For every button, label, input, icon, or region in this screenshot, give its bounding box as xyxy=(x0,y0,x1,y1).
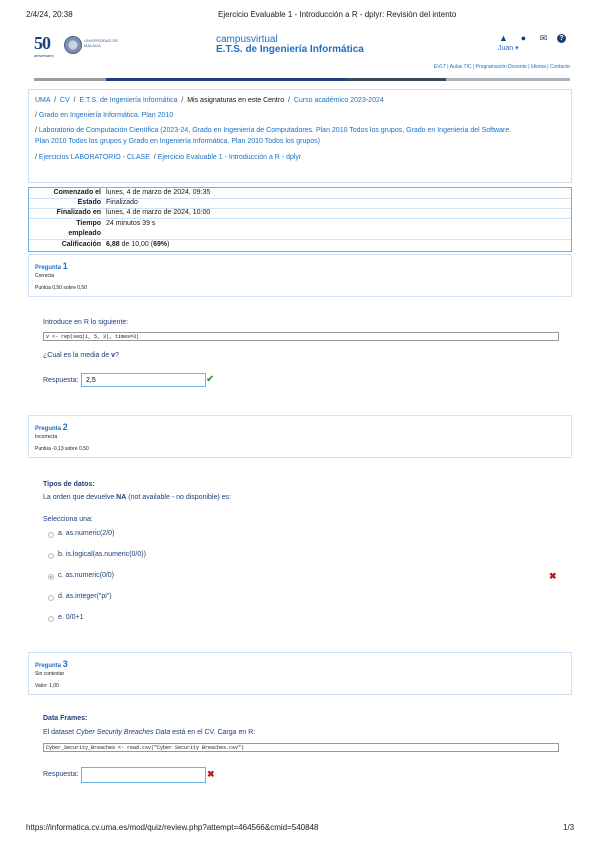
option-d[interactable]: d. as.integer("pi") xyxy=(58,593,112,600)
breadcrumb: UMA / CV / E.T.S. de Ingeniería Informática / Mis asignaturas en este Centro / Curso académico 2023-2024 / Grado en Ingeniería Informática. Plan 2010 / Laboratorio de Computación Científica (2023-24, Grado en Ingeniería de Computadores. Plan 2010 Todos los grupos, Grado en Ingeniería del Software. Plan 2010 Todos los grupos y Grado en Ingeniería Informática. Plan 2010 Todos los grupos) / Ejercicios LABORATORIO - CLASE / Ejercicio Evaluable 1 - Introducción a R - dplyr xyxy=(28,89,572,183)
q1-answer-label: Respuesta: xyxy=(43,377,79,384)
incorrect-cross-icon: ✖ xyxy=(549,571,557,581)
school-title[interactable]: E.T.S. de Ingeniería Informática xyxy=(216,44,364,55)
link-programacion-docente[interactable]: Programación Docente xyxy=(475,64,527,70)
question-status: Sin contestar xyxy=(35,671,65,677)
q2-text: La orden que devuelve NA (not available - no disponible) es: xyxy=(43,494,231,501)
bell-icon[interactable]: ▲ xyxy=(499,33,508,43)
chat-icon[interactable]: ● xyxy=(520,33,527,43)
breadcrumb-current: Mis asignaturas en este Centro xyxy=(187,97,285,104)
question-status: Incorrecta xyxy=(35,434,58,440)
anniversary-logo[interactable]: 50 xyxy=(34,33,50,53)
question-points: Puntúa 0,50 sobre 0,50 xyxy=(35,285,87,291)
finished-value: lunes, 4 de marzo de 2024, 10:00 xyxy=(106,209,211,216)
university-seal-icon xyxy=(64,36,82,54)
color-bar xyxy=(106,78,216,81)
breadcrumb-ets[interactable]: E.T.S. de Ingeniería Informática xyxy=(79,97,178,104)
user-name: Juan xyxy=(498,45,514,52)
question-points: Puntúa -0,13 sobre 0,50 xyxy=(35,446,89,452)
color-bar xyxy=(34,78,106,81)
print-datetime: 2/4/24, 20:38 xyxy=(26,10,73,19)
time-label: Tiempo empleado xyxy=(68,220,101,237)
q2-select-label: Selecciona una: xyxy=(43,516,93,523)
correct-check-icon: ✔ xyxy=(206,374,215,385)
started-label: Comenzado el xyxy=(53,189,101,196)
question-info-3 xyxy=(28,652,572,695)
finished-label: Finalizado en xyxy=(56,209,101,216)
option-radio-e[interactable] xyxy=(48,616,54,622)
option-c[interactable]: c. as.numeric(0/0) xyxy=(58,572,115,579)
breadcrumb-lab-cont[interactable]: Plan 2010 Todos los grupos y Grado en Ingeniería Informática. Plan 2010 Todos los grupos) xyxy=(35,138,320,145)
q3-answer-input[interactable] xyxy=(81,767,206,783)
question-status: Correcta xyxy=(35,273,55,279)
attempt-summary-table xyxy=(28,187,572,252)
incorrect-cross-icon: ✖ xyxy=(207,769,215,779)
top-links: EVLT | Aulas TIC | Programación Docente | Idioma | Contacto xyxy=(433,64,570,70)
q1-question: ¿Cual es la media de v? xyxy=(43,352,119,359)
breadcrumb-degree[interactable]: Grado en Ingeniería Informática. Plan 2010 xyxy=(38,112,174,119)
q3-code: Cyber_Security_Breaches <- read.csv("Cyber Security Breaches.csv") xyxy=(43,743,559,752)
breadcrumb-lab[interactable]: Laboratorio de Computación Científica (2023-24, Grado en Ingeniería de Computadores. Plan 2010 Todos los grupos, Grado en Ingeniería del Software. xyxy=(38,127,512,134)
color-bars xyxy=(34,78,570,81)
breadcrumb-course-year[interactable]: Curso académico 2023-2024 xyxy=(293,97,384,104)
table-row xyxy=(29,218,571,240)
q1-answer-input[interactable] xyxy=(81,373,206,387)
question-number: Pregunta 2 xyxy=(35,422,68,432)
campus-title[interactable]: campusvirtual xyxy=(216,34,278,45)
question-number: Pregunta 1 xyxy=(35,261,68,271)
grade-value: 6,88 de 10,00 (69%) xyxy=(106,241,170,248)
q3-text: El dataset Cyber Security Breaches Data está en el CV. Carga en R: xyxy=(43,729,256,736)
color-bar xyxy=(216,78,346,81)
link-aulas-tic[interactable]: Aulas TIC xyxy=(449,64,472,70)
link-contacto[interactable]: Contacto xyxy=(549,64,570,70)
q2-title: Tipos de datos: xyxy=(43,481,95,488)
q1-code: v <- rep(seq(1, 5, 3), times=3) xyxy=(43,332,559,341)
option-radio-b[interactable] xyxy=(48,553,54,559)
help-icon[interactable]: ? xyxy=(557,34,566,43)
option-e[interactable]: e. 0/0+1 xyxy=(58,614,84,621)
q3-title: Data Frames: xyxy=(43,715,88,722)
state-value: Finalizado xyxy=(106,199,138,206)
print-page-title: Ejercicio Evaluable 1 - Introducción a R - dplyr: Revisión del intento xyxy=(218,10,457,19)
time-value: 24 minutos 39 s xyxy=(106,220,156,227)
question-number: Pregunta 3 xyxy=(35,659,68,669)
breadcrumb-cv[interactable]: CV xyxy=(59,97,70,104)
breadcrumb-exercises[interactable]: Ejercicios LABORATORIO - CLASE xyxy=(38,154,150,161)
page-number: 1/3 xyxy=(563,823,575,832)
breadcrumb-quiz[interactable]: Ejercicio Evaluable 1 - Introducción a R - dplyr xyxy=(157,154,302,161)
chevron-down-icon: ▾ xyxy=(515,45,519,52)
option-radio-c[interactable] xyxy=(48,574,54,580)
page-url: https://informatica.cv.uma.es/mod/quiz/review.php?attempt=464566&cmid=540848 xyxy=(26,823,319,832)
question-info-1 xyxy=(28,254,572,297)
question-info-2 xyxy=(28,415,572,458)
started-value: lunes, 4 de marzo de 2024, 09:35 xyxy=(106,189,211,196)
grade-label: Calificación xyxy=(61,241,101,248)
anniversary-logo-sub: aniversario xyxy=(34,53,54,58)
option-b[interactable]: b. is.logical(as.numeric(0/0)) xyxy=(58,551,146,558)
link-idioma[interactable]: Idioma xyxy=(530,64,546,70)
question-points: Valor: 1,00 xyxy=(35,683,59,689)
university-name: UNIVERSIDAD DE MÁLAGA xyxy=(84,38,119,48)
color-bar xyxy=(346,78,446,81)
table-row xyxy=(29,239,571,250)
user-menu[interactable] xyxy=(498,44,519,52)
option-radio-d[interactable] xyxy=(48,595,54,601)
mail-icon[interactable]: ✉ xyxy=(539,33,548,43)
option-radio-a[interactable] xyxy=(48,532,54,538)
breadcrumb-uma[interactable]: UMA xyxy=(35,97,51,104)
state-label: Estado xyxy=(77,199,101,206)
option-a[interactable]: a. as.numeric(2/0) xyxy=(58,530,115,537)
color-bar xyxy=(446,78,570,81)
link-evlt[interactable]: EVLT xyxy=(433,64,446,70)
q3-answer-label: Respuesta: xyxy=(43,771,79,778)
print-header xyxy=(0,0,599,26)
q1-intro: Introduce en R lo siguiente: xyxy=(43,319,129,326)
